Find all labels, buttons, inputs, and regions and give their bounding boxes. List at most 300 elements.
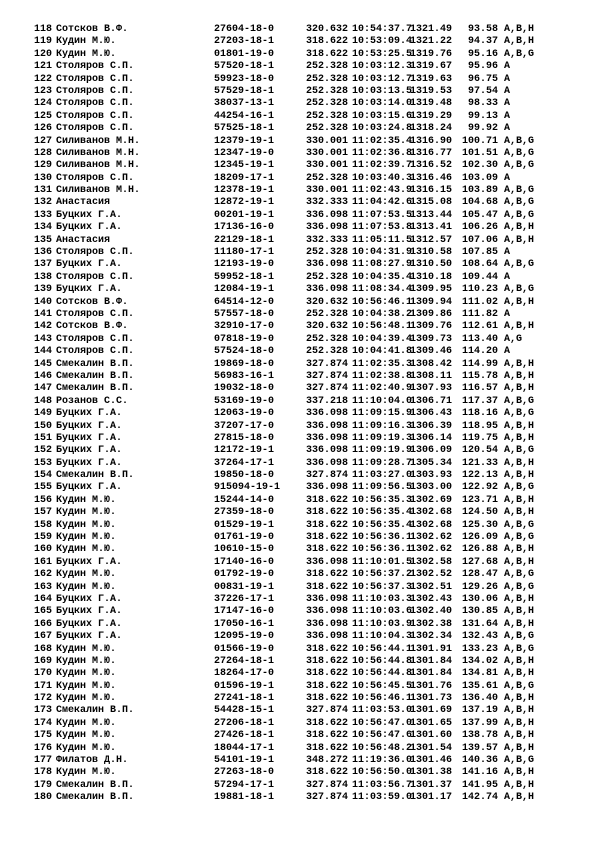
speed-value: 1310.58 bbox=[410, 247, 453, 259]
category-flags: A,B,H bbox=[504, 383, 535, 395]
participant-name: Розанов С.С. bbox=[56, 395, 129, 407]
ring-number: 12193-19-0 bbox=[214, 259, 275, 271]
category-flags: A,B,G bbox=[504, 408, 535, 420]
speed-value: 1306.09 bbox=[410, 445, 453, 457]
category-flags: A bbox=[504, 308, 511, 320]
ring-number: 57525-18-1 bbox=[214, 123, 275, 135]
speed-value: 1309.76 bbox=[410, 321, 453, 333]
speed-value: 1303.00 bbox=[410, 482, 453, 494]
coefficient-value: 113.40 bbox=[461, 333, 498, 345]
ring-number: 54428-15-1 bbox=[214, 705, 275, 717]
participant-name: Филатов Д.Н. bbox=[56, 755, 129, 767]
participant-name: Кудин М.Ю. bbox=[56, 581, 117, 593]
table-row bbox=[0, 210, 600, 222]
coefficient-value: 136.40 bbox=[461, 693, 498, 705]
category-flags: A,B,G bbox=[504, 135, 535, 147]
table-row bbox=[0, 557, 600, 569]
coefficient-value: 101.51 bbox=[461, 147, 498, 159]
category-flags: A,B,H bbox=[504, 296, 535, 308]
speed-value: 1301.65 bbox=[410, 717, 453, 729]
row-number: 172 bbox=[33, 693, 52, 705]
distance-value: 332.333 bbox=[306, 197, 349, 209]
row-number: 121 bbox=[33, 61, 52, 73]
arrival-time: 10:56:47.6 bbox=[352, 730, 413, 742]
ring-number: 64514-12-0 bbox=[214, 296, 275, 308]
row-number: 167 bbox=[33, 631, 52, 643]
ring-number: 57524-18-0 bbox=[214, 346, 275, 358]
category-flags: A bbox=[504, 271, 511, 283]
participant-name: Кудин М.Ю. bbox=[56, 643, 117, 655]
speed-value: 1301.76 bbox=[410, 680, 453, 692]
row-number: 171 bbox=[33, 680, 52, 692]
row-number: 122 bbox=[33, 73, 52, 85]
category-flags: A,B,G bbox=[504, 680, 535, 692]
participant-name: Столяров С.П. bbox=[56, 61, 135, 73]
category-flags: A,B,H bbox=[504, 668, 535, 680]
speed-value: 1309.86 bbox=[410, 308, 453, 320]
table-row bbox=[0, 470, 600, 482]
arrival-time: 10:56:47.0 bbox=[352, 717, 413, 729]
arrival-time: 11:10:03.9 bbox=[352, 618, 413, 630]
participant-name: Смекалин В.П. bbox=[56, 383, 135, 395]
speed-value: 1305.34 bbox=[410, 457, 453, 469]
distance-value: 252.328 bbox=[306, 61, 349, 73]
table-row bbox=[0, 520, 600, 532]
category-flags: A,B,H bbox=[504, 507, 535, 519]
participant-name: Столяров С.П. bbox=[56, 110, 135, 122]
ring-number: 37226-17-1 bbox=[214, 593, 275, 605]
arrival-time: 10:03:12.7 bbox=[352, 73, 413, 85]
arrival-time: 11:07:53.5 bbox=[352, 209, 413, 221]
table-row bbox=[0, 346, 600, 358]
category-flags: A,B,H bbox=[504, 494, 535, 506]
distance-value: 318.622 bbox=[306, 730, 349, 742]
distance-value: 330.001 bbox=[306, 160, 349, 172]
row-number: 146 bbox=[33, 370, 52, 382]
table-row bbox=[0, 445, 600, 457]
row-number: 147 bbox=[33, 383, 52, 395]
row-number: 175 bbox=[33, 730, 52, 742]
participant-name: Кудин М.Ю. bbox=[56, 48, 117, 60]
distance-value: 252.328 bbox=[306, 308, 349, 320]
distance-value: 336.098 bbox=[306, 445, 349, 457]
table-row bbox=[0, 321, 600, 333]
participant-name: Кудин М.Ю. bbox=[56, 519, 117, 531]
table-row bbox=[0, 631, 600, 643]
category-flags: A bbox=[504, 247, 511, 259]
speed-value: 1302.58 bbox=[410, 556, 453, 568]
arrival-time: 11:03:27.0 bbox=[352, 470, 413, 482]
row-number: 124 bbox=[33, 98, 52, 110]
category-flags: A bbox=[504, 123, 511, 135]
arrival-time: 10:56:35.3 bbox=[352, 494, 413, 506]
speed-value: 1310.18 bbox=[410, 271, 453, 283]
coefficient-value: 95.96 bbox=[467, 61, 498, 73]
table-row bbox=[0, 222, 600, 234]
participant-name: Смекалин В.П. bbox=[56, 779, 135, 791]
arrival-time: 11:09:16.3 bbox=[352, 420, 413, 432]
participant-name: Буцких Г.А. bbox=[56, 445, 123, 457]
speed-value: 1302.69 bbox=[410, 494, 453, 506]
arrival-time: 11:03:56.7 bbox=[352, 779, 413, 791]
category-flags: A,B,G bbox=[504, 197, 535, 209]
participant-name: Столяров С.П. bbox=[56, 123, 135, 135]
speed-value: 1301.69 bbox=[410, 705, 453, 717]
distance-value: 318.622 bbox=[306, 519, 349, 531]
table-row bbox=[0, 644, 600, 656]
coefficient-value: 121.33 bbox=[461, 457, 498, 469]
coefficient-value: 106.26 bbox=[461, 222, 498, 234]
row-number: 139 bbox=[33, 284, 52, 296]
arrival-time: 11:08:27.9 bbox=[352, 259, 413, 271]
speed-value: 1313.44 bbox=[410, 209, 453, 221]
row-number: 164 bbox=[33, 593, 52, 605]
table-row bbox=[0, 743, 600, 755]
row-number: 143 bbox=[33, 333, 52, 345]
participant-name: Кудин М.Ю. bbox=[56, 668, 117, 680]
arrival-time: 10:56:36.1 bbox=[352, 532, 413, 544]
speed-value: 1302.62 bbox=[410, 544, 453, 556]
row-number: 155 bbox=[33, 482, 52, 494]
category-flags: A,B,H bbox=[504, 36, 535, 48]
row-number: 132 bbox=[33, 197, 52, 209]
row-number: 125 bbox=[33, 110, 52, 122]
arrival-time: 11:03:53.0 bbox=[352, 705, 413, 717]
distance-value: 318.622 bbox=[306, 668, 349, 680]
participant-name: Кудин М.Ю. bbox=[56, 655, 117, 667]
participant-name: Буцких Г.А. bbox=[56, 457, 123, 469]
table-row bbox=[0, 24, 600, 36]
participant-name: Кудин М.Ю. bbox=[56, 693, 117, 705]
table-row bbox=[0, 594, 600, 606]
ring-number: 12345-19-1 bbox=[214, 160, 275, 172]
coefficient-value: 116.57 bbox=[461, 383, 498, 395]
distance-value: 330.001 bbox=[306, 147, 349, 159]
category-flags: A bbox=[504, 73, 511, 85]
table-row bbox=[0, 681, 600, 693]
distance-value: 332.333 bbox=[306, 234, 349, 246]
coefficient-value: 117.37 bbox=[461, 395, 498, 407]
row-number: 160 bbox=[33, 544, 52, 556]
distance-value: 318.622 bbox=[306, 507, 349, 519]
coefficient-value: 99.92 bbox=[467, 123, 498, 135]
arrival-time: 10:56:48.2 bbox=[352, 742, 413, 754]
participant-name: Буцких Г.А. bbox=[56, 606, 123, 618]
table-row bbox=[0, 755, 600, 767]
category-flags: A,B,H bbox=[504, 717, 535, 729]
arrival-time: 11:10:04.3 bbox=[352, 631, 413, 643]
coefficient-value: 99.13 bbox=[467, 110, 498, 122]
coefficient-value: 138.78 bbox=[461, 730, 498, 742]
coefficient-value: 105.47 bbox=[461, 209, 498, 221]
coefficient-value: 122.13 bbox=[461, 470, 498, 482]
ring-number: 15244-14-0 bbox=[214, 494, 275, 506]
category-flags: A,B,H bbox=[504, 705, 535, 717]
participant-name: Буцких Г.А. bbox=[56, 408, 123, 420]
ring-number: 37207-17-0 bbox=[214, 420, 275, 432]
table-row bbox=[0, 86, 600, 98]
arrival-time: 11:08:34.4 bbox=[352, 284, 413, 296]
coefficient-value: 110.23 bbox=[461, 284, 498, 296]
table-row bbox=[0, 160, 600, 172]
distance-value: 336.098 bbox=[306, 408, 349, 420]
table-row bbox=[0, 359, 600, 371]
table-row bbox=[0, 148, 600, 160]
speed-value: 1319.63 bbox=[410, 73, 453, 85]
speed-value: 1312.57 bbox=[410, 234, 453, 246]
table-row bbox=[0, 136, 600, 148]
arrival-time: 10:56:37.2 bbox=[352, 569, 413, 581]
table-row bbox=[0, 495, 600, 507]
speed-value: 1301.91 bbox=[410, 643, 453, 655]
category-flags: A,B,G bbox=[504, 209, 535, 221]
arrival-time: 11:02:35.4 bbox=[352, 135, 413, 147]
arrival-time: 11:10:04.0 bbox=[352, 395, 413, 407]
distance-value: 252.328 bbox=[306, 247, 349, 259]
distance-value: 318.622 bbox=[306, 36, 349, 48]
ring-number: 19850-18-0 bbox=[214, 470, 275, 482]
coefficient-value: 137.19 bbox=[461, 705, 498, 717]
ring-number: 57557-18-0 bbox=[214, 308, 275, 320]
row-number: 156 bbox=[33, 494, 52, 506]
speed-value: 1302.43 bbox=[410, 593, 453, 605]
speed-value: 1319.48 bbox=[410, 98, 453, 110]
results-table bbox=[0, 24, 600, 805]
arrival-time: 10:03:13.5 bbox=[352, 85, 413, 97]
coefficient-value: 102.30 bbox=[461, 160, 498, 172]
category-flags: A,B,G bbox=[504, 755, 535, 767]
coefficient-value: 111.82 bbox=[461, 308, 498, 320]
category-flags: A,B,H bbox=[504, 767, 535, 779]
ring-number: 27241-18-1 bbox=[214, 693, 275, 705]
distance-value: 320.632 bbox=[306, 24, 349, 35]
row-number: 144 bbox=[33, 346, 52, 358]
coefficient-value: 135.61 bbox=[461, 680, 498, 692]
arrival-time: 10:56:44.8 bbox=[352, 668, 413, 680]
coefficient-value: 137.99 bbox=[461, 717, 498, 729]
participant-name: Кудин М.Ю. bbox=[56, 36, 117, 48]
distance-value: 318.622 bbox=[306, 680, 349, 692]
speed-value: 1301.60 bbox=[410, 730, 453, 742]
category-flags: A,B,H bbox=[504, 693, 535, 705]
distance-value: 252.328 bbox=[306, 333, 349, 345]
ring-number: 59952-18-1 bbox=[214, 271, 275, 283]
category-flags: A,B,H bbox=[504, 779, 535, 791]
coefficient-value: 114.20 bbox=[461, 346, 498, 358]
arrival-time: 11:09:28.7 bbox=[352, 457, 413, 469]
ring-number: 12063-19-0 bbox=[214, 408, 275, 420]
row-number: 141 bbox=[33, 308, 52, 320]
table-row bbox=[0, 111, 600, 123]
arrival-time: 11:04:42.6 bbox=[352, 197, 413, 209]
speed-value: 1318.24 bbox=[410, 123, 453, 135]
ring-number: 12872-19-1 bbox=[214, 197, 275, 209]
speed-value: 1316.15 bbox=[410, 185, 453, 197]
participant-name: Анастасия bbox=[56, 197, 111, 209]
ring-number: 19881-18-1 bbox=[214, 792, 275, 804]
ring-number: 32910-17-0 bbox=[214, 321, 275, 333]
arrival-time: 10:56:37.3 bbox=[352, 581, 413, 593]
row-number: 136 bbox=[33, 247, 52, 259]
distance-value: 318.622 bbox=[306, 693, 349, 705]
participant-name: Кудин М.Ю. bbox=[56, 532, 117, 544]
table-row bbox=[0, 482, 600, 494]
arrival-time: 11:09:56.5 bbox=[352, 482, 413, 494]
ring-number: 00831-19-1 bbox=[214, 581, 275, 593]
category-flags: A,B,G bbox=[504, 259, 535, 271]
ring-number: 57520-18-1 bbox=[214, 61, 275, 73]
ring-number: 17147-16-0 bbox=[214, 606, 275, 618]
category-flags: A,B,G bbox=[504, 569, 535, 581]
arrival-time: 11:02:43.9 bbox=[352, 185, 413, 197]
table-row bbox=[0, 284, 600, 296]
table-row bbox=[0, 606, 600, 618]
ring-number: 57529-18-1 bbox=[214, 85, 275, 97]
speed-value: 1301.54 bbox=[410, 742, 453, 754]
category-flags: A,B,H bbox=[504, 606, 535, 618]
row-number: 119 bbox=[33, 36, 52, 48]
coefficient-value: 93.58 bbox=[467, 24, 498, 35]
arrival-time: 11:02:39.7 bbox=[352, 160, 413, 172]
speed-value: 1301.17 bbox=[410, 792, 453, 804]
distance-value: 252.328 bbox=[306, 346, 349, 358]
speed-value: 1309.94 bbox=[410, 296, 453, 308]
participant-name: Столяров С.П. bbox=[56, 271, 135, 283]
participant-name: Буцких Г.А. bbox=[56, 631, 123, 643]
table-row bbox=[0, 61, 600, 73]
row-number: 137 bbox=[33, 259, 52, 271]
arrival-time: 11:03:59.0 bbox=[352, 792, 413, 804]
participant-name: Буцких Г.А. bbox=[56, 209, 123, 221]
distance-value: 318.622 bbox=[306, 581, 349, 593]
ring-number: 27359-18-0 bbox=[214, 507, 275, 519]
participant-name: Кудин М.Ю. bbox=[56, 569, 117, 581]
row-number: 142 bbox=[33, 321, 52, 333]
table-row bbox=[0, 309, 600, 321]
row-number: 148 bbox=[33, 395, 52, 407]
participant-name: Кудин М.Ю. bbox=[56, 767, 117, 779]
row-number: 151 bbox=[33, 432, 52, 444]
distance-value: 336.098 bbox=[306, 457, 349, 469]
ring-number: 54101-19-1 bbox=[214, 755, 275, 767]
coefficient-value: 130.85 bbox=[461, 606, 498, 618]
distance-value: 318.622 bbox=[306, 494, 349, 506]
arrival-time: 10:04:41.8 bbox=[352, 346, 413, 358]
participant-name: Буцких Г.А. bbox=[56, 618, 123, 630]
coefficient-value: 142.74 bbox=[461, 792, 498, 804]
row-number: 138 bbox=[33, 271, 52, 283]
speed-value: 1308.42 bbox=[410, 358, 453, 370]
distance-value: 318.622 bbox=[306, 569, 349, 581]
table-row bbox=[0, 173, 600, 185]
arrival-time: 11:09:19.9 bbox=[352, 445, 413, 457]
speed-value: 1316.46 bbox=[410, 172, 453, 184]
row-number: 153 bbox=[33, 457, 52, 469]
distance-value: 327.874 bbox=[306, 792, 349, 804]
participant-name: Столяров С.П. bbox=[56, 85, 135, 97]
arrival-time: 10:04:35.4 bbox=[352, 271, 413, 283]
ring-number: 38037-13-1 bbox=[214, 98, 275, 110]
coefficient-value: 108.64 bbox=[461, 259, 498, 271]
table-row bbox=[0, 235, 600, 247]
arrival-time: 10:04:31.9 bbox=[352, 247, 413, 259]
row-number: 129 bbox=[33, 160, 52, 172]
row-number: 154 bbox=[33, 470, 52, 482]
row-number: 173 bbox=[33, 705, 52, 717]
distance-value: 252.328 bbox=[306, 110, 349, 122]
distance-value: 336.098 bbox=[306, 259, 349, 271]
speed-value: 1302.34 bbox=[410, 631, 453, 643]
distance-value: 336.098 bbox=[306, 593, 349, 605]
category-flags: A bbox=[504, 85, 511, 97]
table-row bbox=[0, 197, 600, 209]
distance-value: 252.328 bbox=[306, 172, 349, 184]
coefficient-value: 115.78 bbox=[461, 370, 498, 382]
arrival-time: 10:56:44.8 bbox=[352, 655, 413, 667]
coefficient-value: 98.33 bbox=[467, 98, 498, 110]
ring-number: 17140-16-0 bbox=[214, 556, 275, 568]
table-row bbox=[0, 272, 600, 284]
table-row bbox=[0, 334, 600, 346]
category-flags: A,B,G bbox=[504, 147, 535, 159]
ring-number: 01529-19-1 bbox=[214, 519, 275, 531]
table-row bbox=[0, 433, 600, 445]
arrival-time: 10:56:48.1 bbox=[352, 321, 413, 333]
ring-number: 27264-18-1 bbox=[214, 655, 275, 667]
coefficient-value: 131.64 bbox=[461, 618, 498, 630]
row-number: 145 bbox=[33, 358, 52, 370]
row-number: 177 bbox=[33, 755, 52, 767]
ring-number: 12095-19-0 bbox=[214, 631, 275, 643]
row-number: 176 bbox=[33, 742, 52, 754]
distance-value: 348.272 bbox=[306, 755, 349, 767]
category-flags: A,B,G bbox=[504, 519, 535, 531]
table-row bbox=[0, 705, 600, 717]
arrival-time: 10:56:44.1 bbox=[352, 643, 413, 655]
coefficient-value: 112.61 bbox=[461, 321, 498, 333]
coefficient-value: 128.47 bbox=[461, 569, 498, 581]
table-row bbox=[0, 507, 600, 519]
category-flags: A,B,G bbox=[504, 482, 535, 494]
participant-name: Столяров С.П. bbox=[56, 98, 135, 110]
ring-number: 11180-17-1 bbox=[214, 247, 275, 259]
row-number: 120 bbox=[33, 48, 52, 60]
table-row bbox=[0, 582, 600, 594]
participant-name: Смекалин В.П. bbox=[56, 705, 135, 717]
distance-value: 327.874 bbox=[306, 370, 349, 382]
coefficient-value: 125.30 bbox=[461, 519, 498, 531]
participant-name: Кудин М.Ю. bbox=[56, 494, 117, 506]
category-flags: A,B,H bbox=[504, 556, 535, 568]
category-flags: A,B,G bbox=[504, 185, 535, 197]
row-number: 123 bbox=[33, 85, 52, 97]
speed-value: 1302.38 bbox=[410, 618, 453, 630]
speed-value: 1310.50 bbox=[410, 259, 453, 271]
speed-value: 1319.67 bbox=[410, 61, 453, 73]
speed-value: 1303.93 bbox=[410, 470, 453, 482]
distance-value: 327.874 bbox=[306, 779, 349, 791]
row-number: 118 bbox=[33, 24, 52, 35]
distance-value: 318.622 bbox=[306, 544, 349, 556]
arrival-time: 11:02:38.8 bbox=[352, 370, 413, 382]
row-number: 165 bbox=[33, 606, 52, 618]
ring-number: 17050-16-1 bbox=[214, 618, 275, 630]
table-row bbox=[0, 792, 600, 804]
participant-name: Силиванов М.Н. bbox=[56, 160, 141, 172]
ring-number: 37264-17-1 bbox=[214, 457, 275, 469]
category-flags: A bbox=[504, 98, 511, 110]
ring-number: 10610-15-0 bbox=[214, 544, 275, 556]
